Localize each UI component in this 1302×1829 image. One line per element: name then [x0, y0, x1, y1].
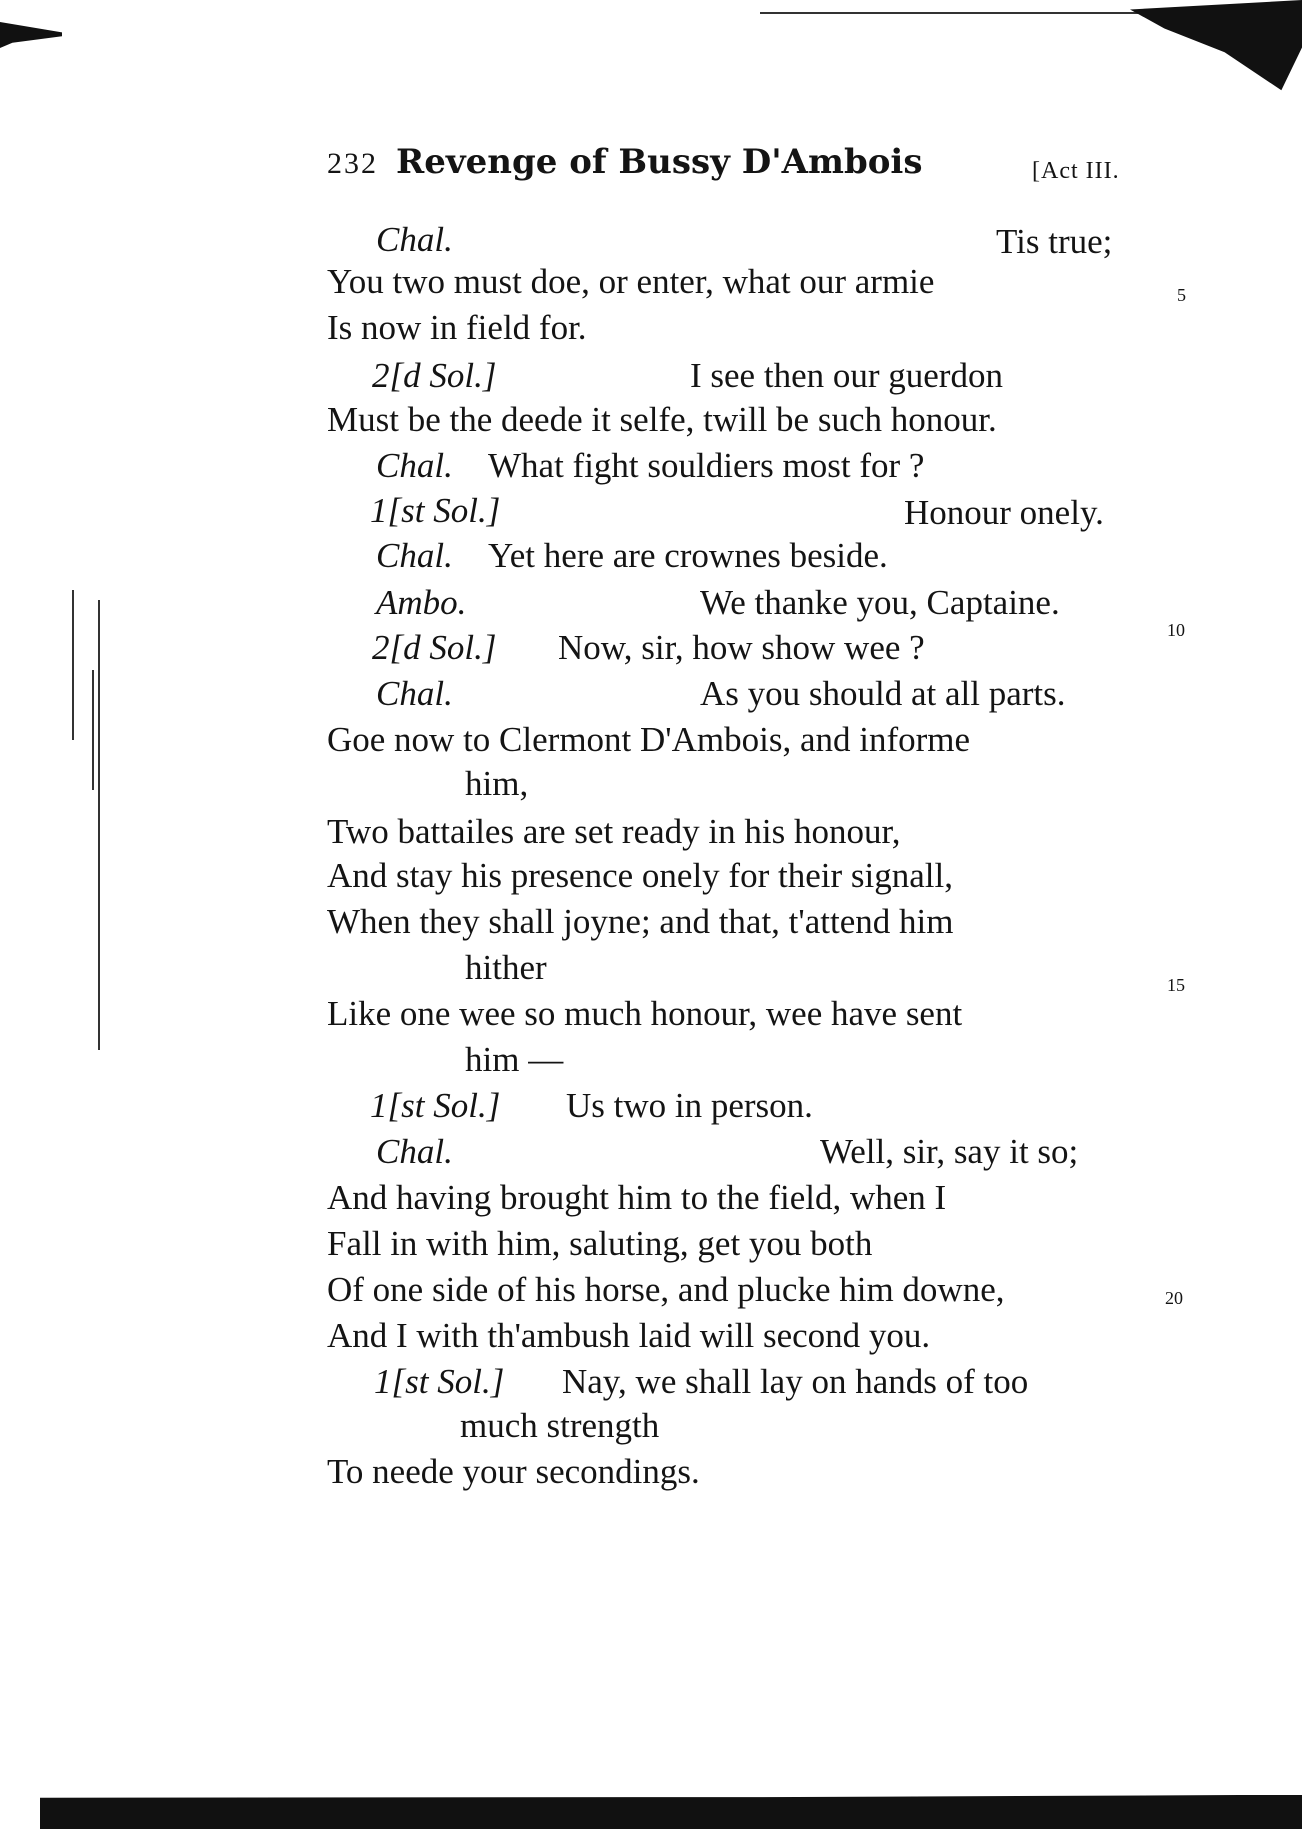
verse-text: Us two in person. — [566, 1086, 813, 1125]
speaker-label: Chal. — [376, 220, 453, 259]
line-number: 10 — [1167, 620, 1185, 640]
verse-line: And I with th'ambush laid will second you. — [327, 1316, 931, 1355]
verse-line: Fall in with him, saluting, get you both — [327, 1224, 873, 1263]
speaker-label: 1[st Sol.] — [374, 1362, 505, 1401]
verse-text: Now, sir, how show wee ? — [558, 628, 925, 667]
verse-text: I see then our guerdon — [690, 356, 1003, 395]
verse-line: And stay his presence onely for their signall, — [327, 856, 953, 895]
verse-text: We thanke you, Captaine. — [700, 583, 1060, 622]
scan-corner-shadow — [1130, 0, 1302, 95]
verse-line: When they shall joyne; and that, t'attend him — [327, 902, 954, 941]
verse-text: Yet here are crownes beside. — [488, 536, 888, 575]
verse-line: Is now in field for. — [327, 308, 587, 347]
line-number: 20 — [1165, 1288, 1183, 1308]
page-number: 232 — [327, 147, 378, 180]
verse-line: Goe now to Clermont D'Ambois, and informe — [327, 720, 971, 759]
line-number: 5 — [1177, 285, 1186, 305]
verse-line: much strength — [460, 1406, 660, 1445]
verse-text: Honour onely. — [904, 493, 1104, 532]
verse-line: To neede your secondings. — [327, 1452, 700, 1491]
verse-line: Two battailes are set ready in his honour, — [327, 812, 901, 851]
speaker-label: 2[d Sol.] — [372, 356, 497, 395]
scan-edge-line — [760, 12, 1140, 14]
verse-text: As you should at all parts. — [700, 674, 1066, 713]
speaker-label: Chal. — [376, 674, 453, 713]
verse-line: hither — [465, 948, 547, 987]
speaker-label: Chal. — [376, 1132, 453, 1171]
scan-edge-shadow — [0, 22, 62, 48]
speaker-label: 1[st Sol.] — [370, 1086, 501, 1125]
gutter-marks — [72, 590, 112, 1050]
speaker-label: 2[d Sol.] — [372, 628, 497, 667]
page-header — [327, 142, 922, 192]
speaker-label: Chal. — [376, 536, 453, 575]
verse-line: And having brought him to the field, when I — [327, 1178, 947, 1217]
verse-line: Like one wee so much honour, wee have sent — [327, 994, 963, 1033]
line-number: 15 — [1167, 975, 1185, 995]
speaker-label: 1[st Sol.] — [370, 491, 501, 530]
speaker-label: Ambo. — [376, 583, 467, 622]
scan-bottom-shadow — [40, 1795, 1302, 1829]
verse-text: Nay, we shall lay on hands of too — [562, 1362, 1029, 1401]
verse-line: him, — [465, 764, 529, 803]
verse-line: him — — [465, 1040, 564, 1079]
verse-text: Well, sir, say it so; — [820, 1132, 1079, 1171]
verse-text: Tis true; — [996, 222, 1113, 261]
running-title: Revenge of Bussy D'Ambois — [396, 142, 923, 182]
act-label: [Act III. — [1032, 158, 1120, 184]
verse-line: You two must doe, or enter, what our armie — [327, 262, 935, 301]
verse-line: Of one side of his horse, and plucke him downe, — [327, 1270, 1005, 1309]
speaker-label: Chal. — [376, 446, 453, 485]
verse-text: What fight souldiers most for ? — [488, 446, 925, 485]
verse-line: Must be the deede it selfe, twill be such honour. — [327, 400, 997, 439]
